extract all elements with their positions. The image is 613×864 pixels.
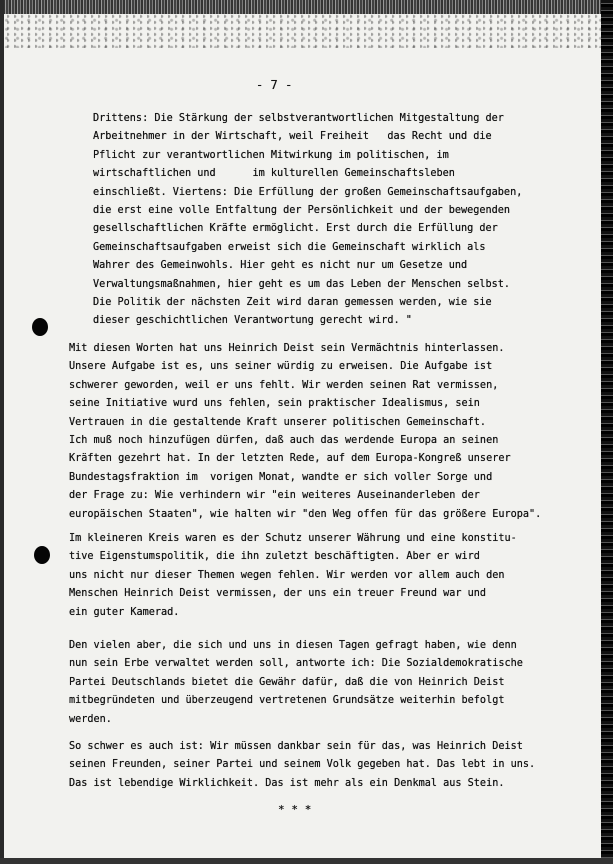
text-line: Mit diesen Worten hat uns Heinrich Deist sein Vermächtnis hinterlassen. [69,343,505,354]
scan-edge-bottom [0,858,613,864]
text-line: Drittens: Die Stärkung der selbstverantwortlichen Mitgestaltung der [93,113,504,124]
scan-edge-left [0,0,4,864]
text-line: europäischen Staaten", wie halten wir "den Weg offen für das größere Europa". [69,508,542,520]
text-line: mitbegründeten und überzeugend vertretenen Grundsätze weiterhin befolgt [69,695,505,707]
paragraph-1-quote [93,110,522,331]
text-line: Das ist lebendige Wirklichkeit. Das ist mehr als ein Denkmal aus Stein. [69,777,505,789]
text-line: Unsere Aufgabe ist es, uns seiner würdig zu erweisen. Die Aufgabe ist [69,361,493,373]
paragraph-5 [69,738,535,793]
text-line: gesellschaftlichen Kräfte ermöglicht. Erst durch die Erfüllung der [93,223,498,235]
scan-edge-top [0,0,613,14]
text-line: uns nicht nur dieser Themen wegen fehlen. Wir werden vor allem auch den [69,569,505,581]
paragraph-3 [69,530,517,622]
text-line: Gemeinschaftsaufgaben erweist sich die Gemeinschaft wirklich als [93,241,486,253]
text-line: Bundestagsfraktion im vorigen Monat, wandte er sich voller Sorge und [69,471,493,483]
text-line: ein guter Kamerad. [69,606,180,618]
text-line: dieser geschichtlichen Verantwortung gerecht wird. " [93,315,412,327]
page-number: - 7 - [256,78,293,92]
scan-edge-right [601,0,613,864]
text-line: Ich muß noch hinzufügen dürfen, daß auch das werdende Europa an seinen [69,434,499,446]
text-line: wirtschaftlichen und im kulturellen Gemeinschaftsleben [93,168,455,180]
text-line: die erst eine volle Entfaltung der Persönlichkeit und der bewegenden [93,204,511,216]
text-line: Kräften gezehrt hat. In der letzten Rede, auf dem Europa-Kongreß unserer [69,453,511,465]
text-line: schwerer geworden, weil er uns fehlt. Wir werden seinen Rat vermissen, [69,379,499,391]
text-line: seinen Freunden, seiner Partei und seinem Volk gegeben hat. Das lebt in uns. [69,759,536,771]
text-line: Die Politik der nächsten Zeit wird daran gemessen werden, wie sie [93,296,492,308]
text-line: einschließt. Viertens: Die Erfüllung der großen Gemeinschaftsaufgaben, [93,186,523,198]
text-line: Den vielen aber, die sich und uns in diesen Tagen gefragt haben, wie denn [69,640,517,651]
scan-noise-top [0,14,613,48]
punch-hole-upper [32,318,48,336]
closing-asterisks: * * * [278,803,312,816]
text-line: Partei Deutschlands bietet die Gewähr dafür, daß die von Heinrich Deist [69,676,505,688]
text-line: So schwer es auch ist: Wir müssen dankbar sein für das, was Heinrich Deist [69,741,523,752]
punch-hole-lower [34,546,50,564]
text-line: Pflicht zur verantwortlichen Mitwirkung im politischen, im [93,149,449,161]
text-line: Wahrer des Gemeinwohls. Hier geht es nicht nur um Gesetze und [93,260,468,272]
text-line: Vertrauen in die gestaltende Kraft unserer politischen Gemeinschaft. [69,416,487,428]
text-line: der Frage zu: Wie verhindern wir "ein weiteres Auseinanderleben der [69,490,480,502]
text-line: Verwaltungsmaßnahmen, hier geht es um das Leben der Menschen selbst. [93,278,511,290]
paragraph-2 [69,340,541,524]
paragraph-4 [69,637,523,729]
text-line: Menschen Heinrich Deist vermissen, der uns ein treuer Freund war und [69,588,487,600]
text-line: seine Initiative wurd uns fehlen, sein praktischer Idealismus, sein [69,398,480,410]
text-line: tive Eigenstumspolitik, die ihn zuletzt beschäftigten. Aber er wird [69,551,480,563]
text-line: Im kleineren Kreis waren es der Schutz unserer Währung und eine konstitu- [69,533,517,544]
text-line: Arbeitnehmer in der Wirtschaft, weil Freiheit das Recht und die [93,131,492,143]
text-line: werden. [69,713,112,725]
text-line: nun sein Erbe verwaltet werden soll, antworte ich: Die Sozialdemokratische [69,658,523,670]
